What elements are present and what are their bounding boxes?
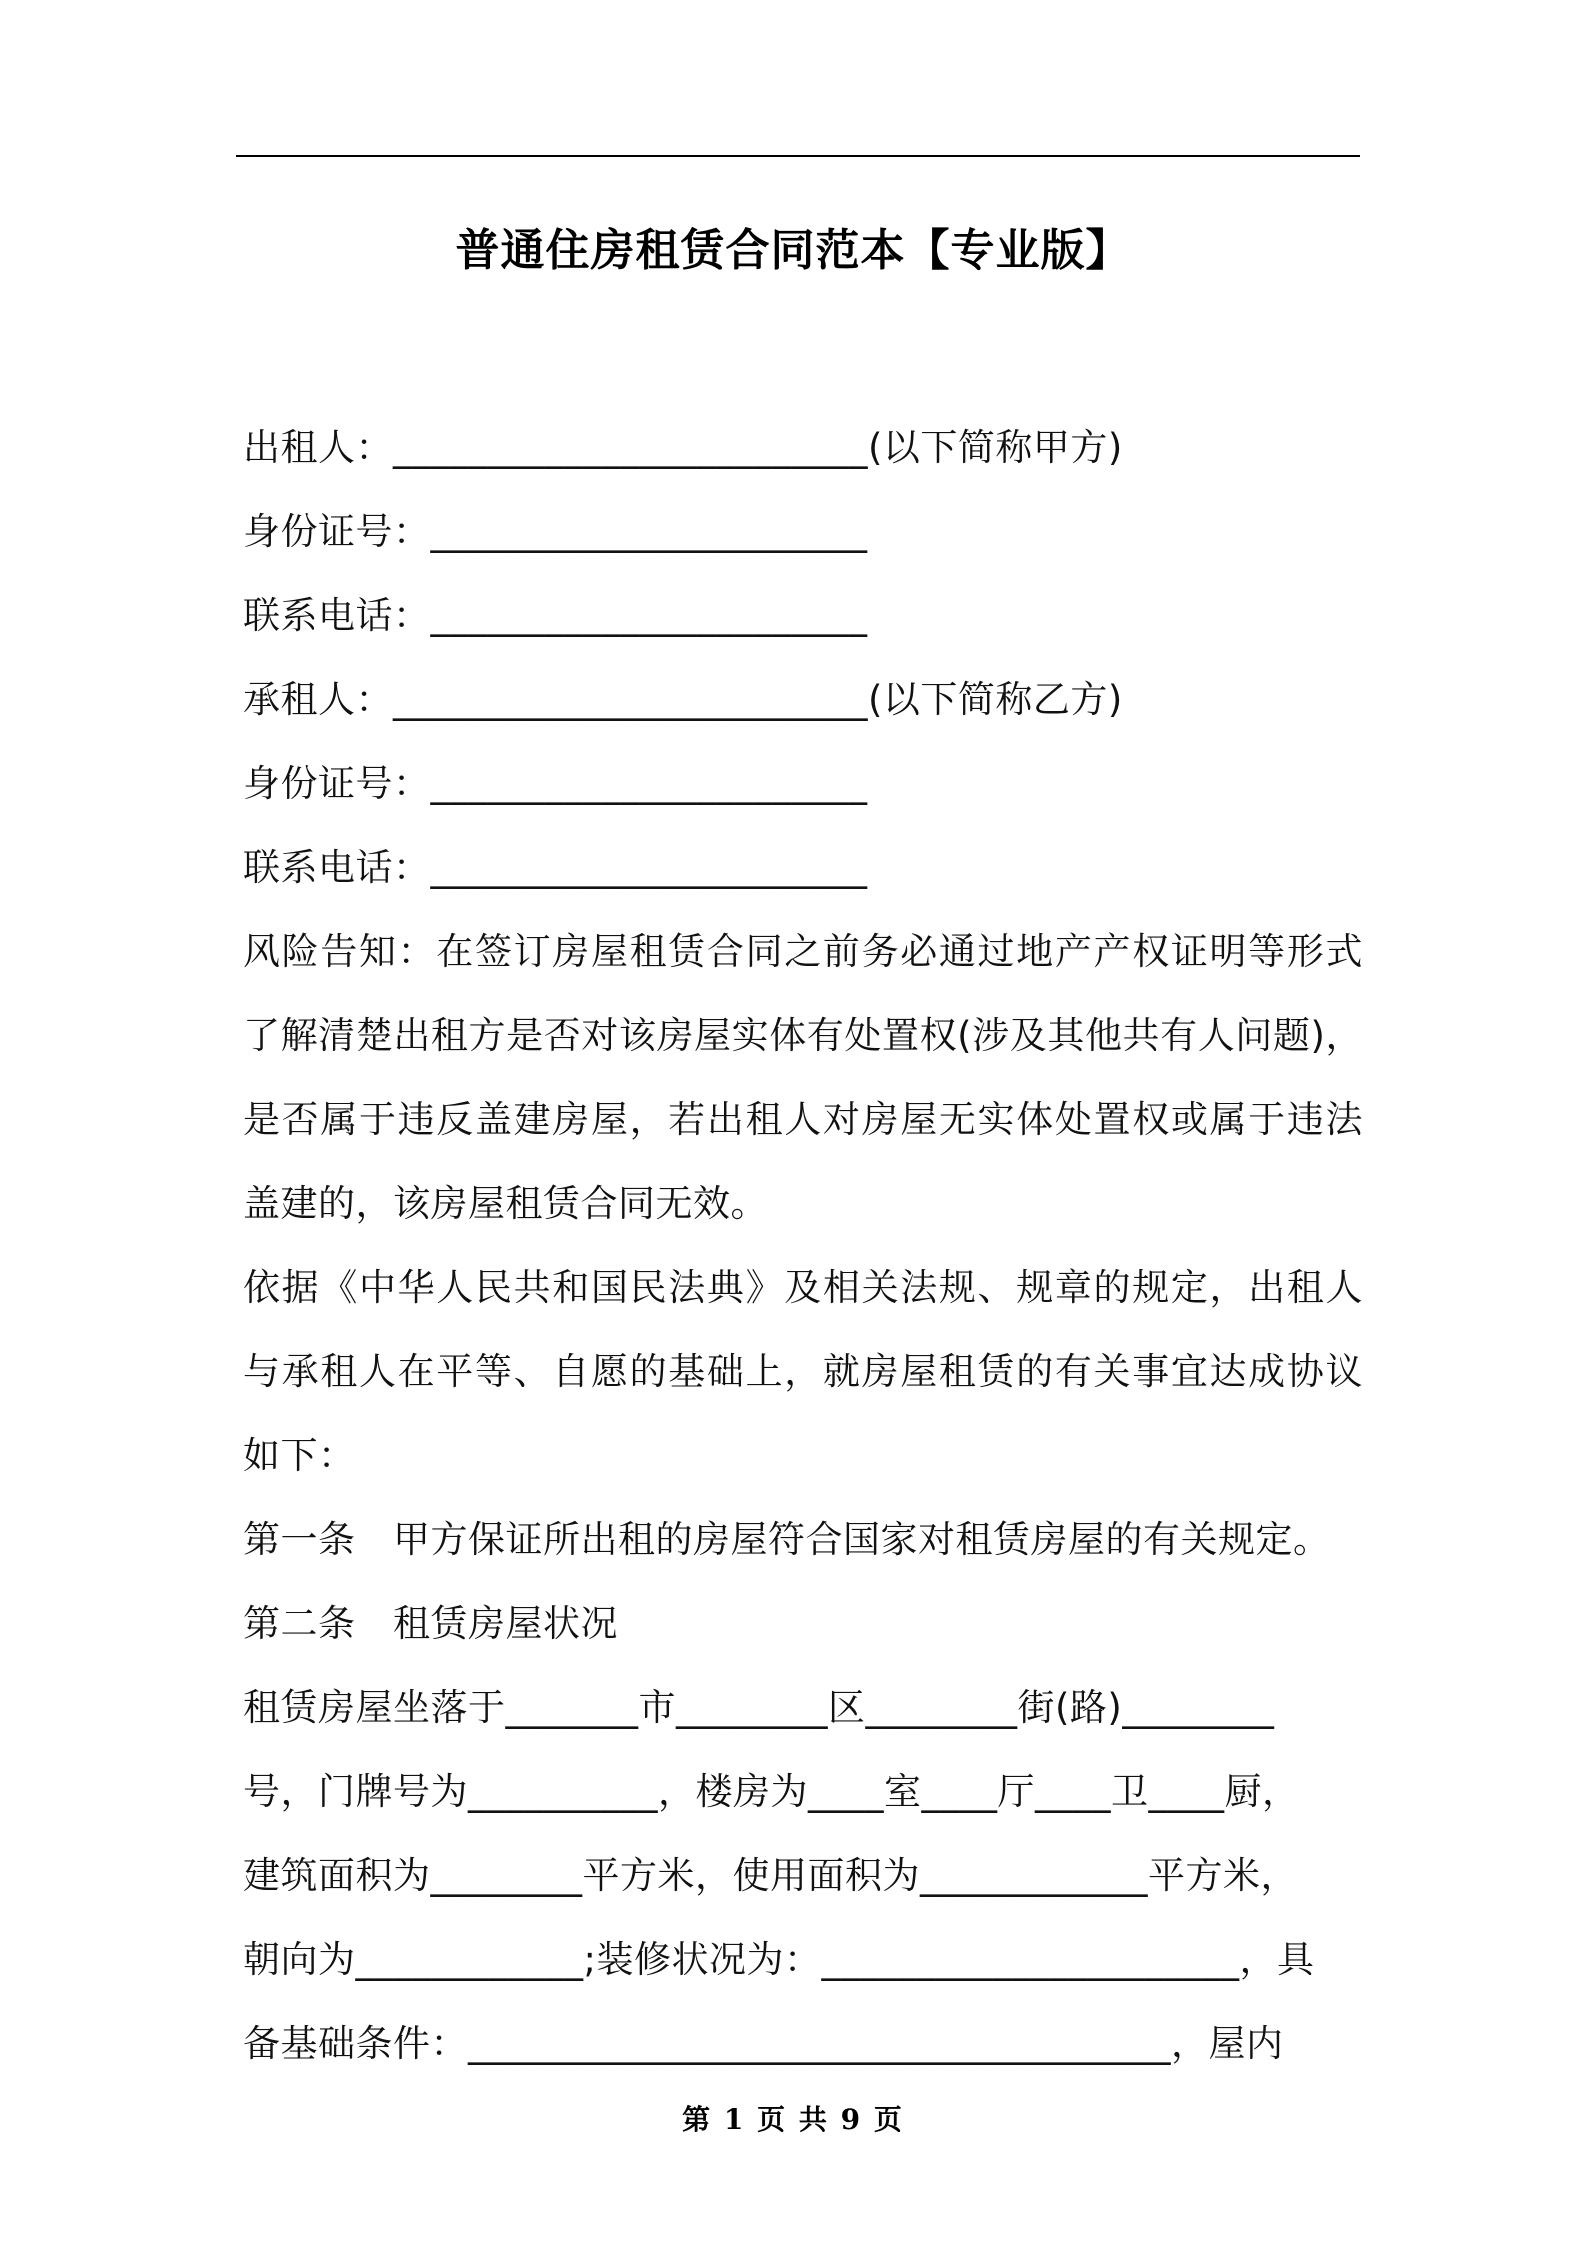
lessee-id-line: 身份证号：_______________________ [243,762,868,805]
document-body [243,406,1363,2086]
header-rule [236,155,1360,157]
risk-notice-paragraph: 风险告知：在签订房屋租赁合同之前务必通过地产产权证明等形式了解清楚出租方是否对该房屋实体有处置权(涉及其他共有人问题)，是否属于违反盖建房屋，若出租人对房屋无实体处置权或属于违法盖建的，该房屋租赁合同无效。 [243,930,1363,1225]
lessor-phone-line: 联系电话：_______________________ [243,594,868,637]
page-number: 第 1 页 共 9 页 [682,2103,904,2136]
article-1: 第一条 甲方保证所出租的房屋符合国家对租赁房屋的有关规定。 [243,1518,1331,1561]
legal-basis-paragraph: 依据《中华人民共和国民法典》及相关法规、规章的规定，出租人与承租人在平等、自愿的基础上，就房屋租赁的有关事宜达成协议如下： [243,1266,1363,1477]
lessee-phone-line: 联系电话：_______________________ [243,846,868,889]
article-2-line: 备基础条件：_____________________________________，屋内 [243,2022,1284,2065]
article-2-heading: 第二条 租赁房屋状况 [243,1602,618,1645]
article-2-line: 号，门牌号为__________，楼房为____室____厅____卫____厨， [243,1770,1300,1813]
article-2-line: 建筑面积为________平方米，使用面积为____________平方米， [243,1854,1298,1897]
document-title: 普通住房租赁合同范本【专业版】 [455,225,1131,276]
article-2-line: 租赁房屋坐落于_______市________区________街(路)________ [243,1686,1275,1729]
lessee-name-line: 承租人：_________________________(以下简称乙方) [243,678,1123,721]
article-2-line: 朝向为____________;装修状况为：______________________，具 [243,1938,1315,1981]
lessor-id-line: 身份证号：_______________________ [243,510,868,553]
lessor-name-line: 出租人：_________________________(以下简称甲方) [243,426,1123,469]
